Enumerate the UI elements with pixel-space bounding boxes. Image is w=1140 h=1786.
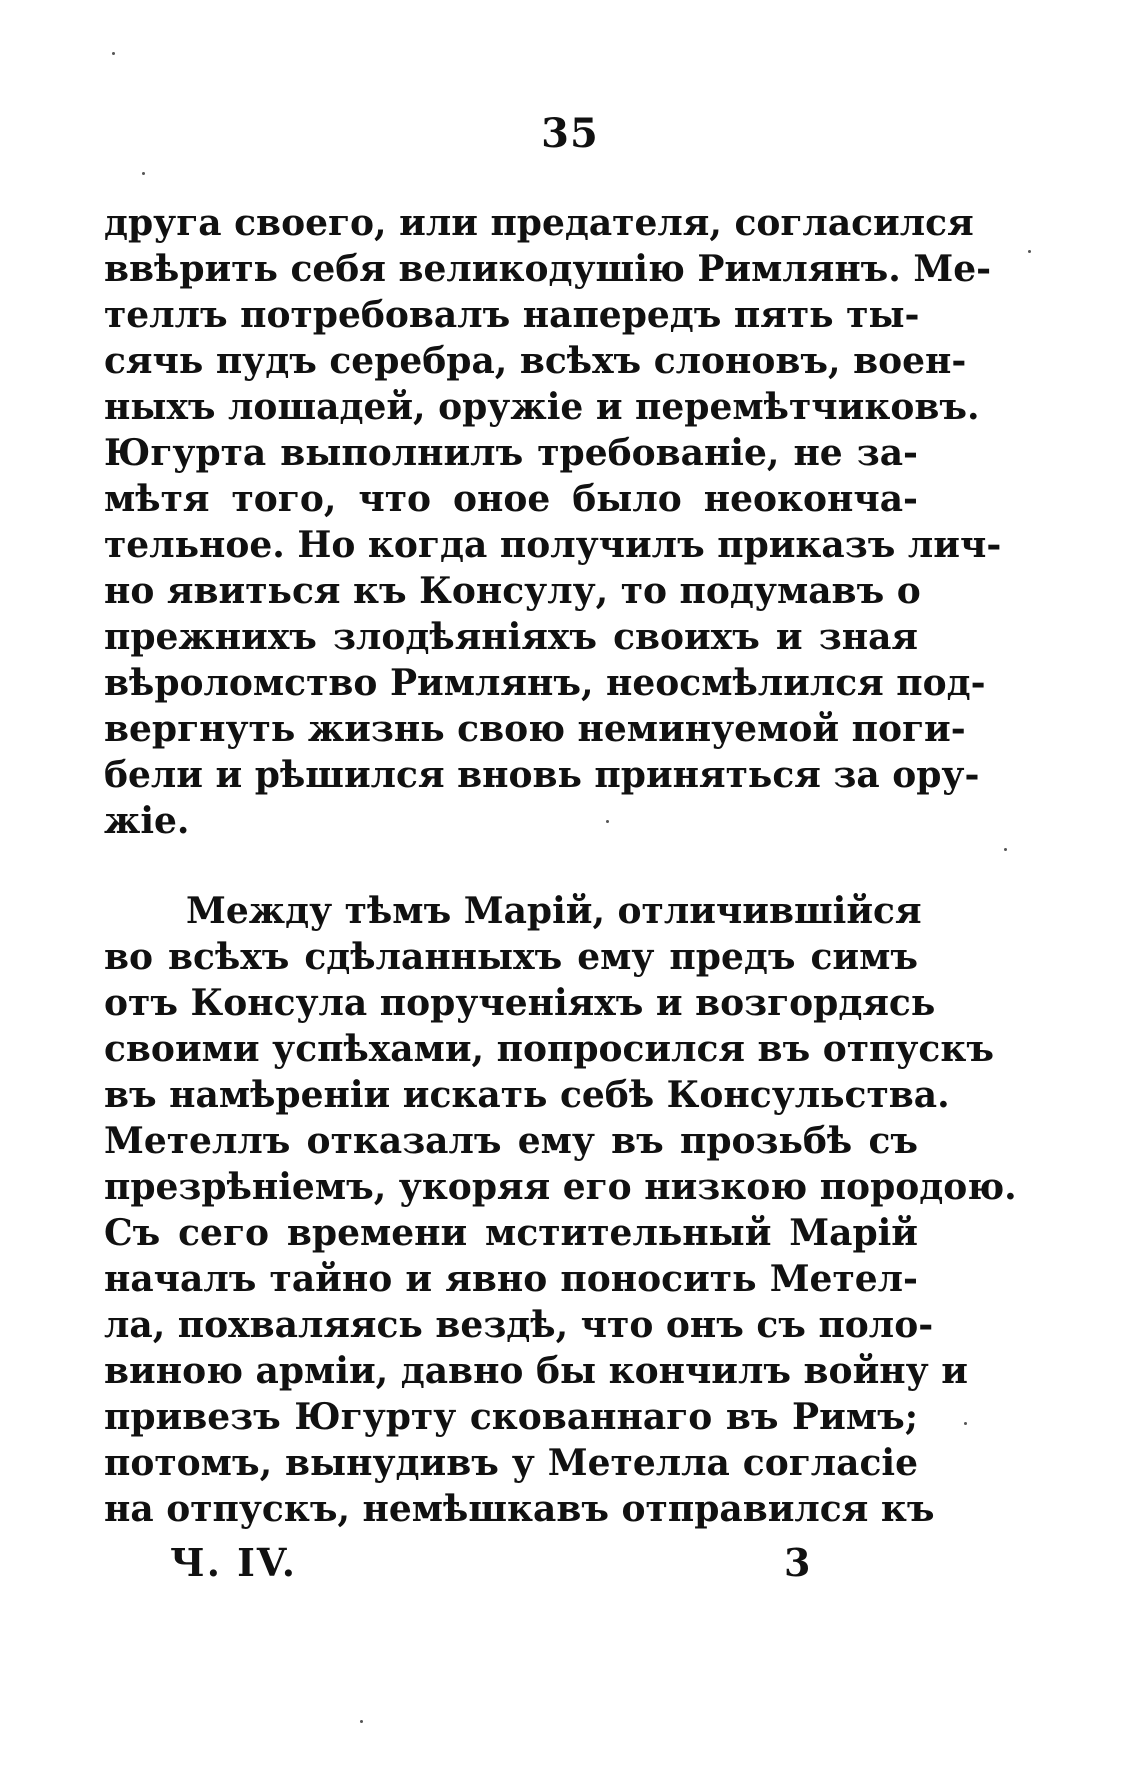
signature-mark: Ч. IV.	[170, 1540, 298, 1585]
text-line: отъ Консула порученіяхъ и возгордясь	[104, 982, 936, 1024]
text-line: ныхъ лошадей, оружіе и перемѣтчиковъ.	[104, 386, 980, 428]
text-line: своими успѣхами, попросился въ отпускъ	[104, 1028, 994, 1070]
text-line: Между тѣмъ Марій, отличившійся	[186, 890, 922, 932]
text-line: сячь пудъ серебра, всѣхъ слоновъ, воен-	[104, 340, 967, 382]
text-line: вѣроломство Римлянъ, неосмѣлился под-	[104, 662, 986, 704]
text-line: тельное. Но когда получилъ приказъ лич-	[104, 524, 1002, 566]
text-line: но явиться къ Консулу, то подумавъ о	[104, 570, 921, 612]
text-line: Метеллъ отказалъ ему въ прозьбѣ съ	[104, 1120, 918, 1162]
page-number: 35	[541, 110, 599, 157]
text-line: ла, похваляясь вездѣ, что онъ съ поло-	[104, 1304, 934, 1346]
text-line: вергнуть жизнь свою неминуемой поги-	[104, 708, 966, 750]
text-line: потомъ, вынудивъ у Метелла согласіе	[104, 1442, 918, 1484]
text-line: во всѣхъ сдѣланныхъ ему предъ симъ	[104, 936, 918, 978]
scan-speck	[112, 52, 115, 55]
text-line: бели и рѣшился вновь приняться за ору-	[104, 754, 980, 796]
scan-speck	[606, 820, 609, 823]
text-line: жіе.	[104, 800, 190, 842]
signature-number: 3	[784, 1540, 811, 1585]
text-line: мѣтя того, что оное было неоконча-	[104, 478, 918, 520]
text-line: ввѣрить себя великодушію Римлянъ. Ме-	[104, 248, 992, 290]
text-line: въ намѣреніи искать себѣ Консульства.	[104, 1074, 950, 1116]
text-line: прежнихъ злодѣяніяхъ своихъ и зная	[104, 616, 918, 658]
text-line: виною арміи, давно бы кончилъ войну и	[104, 1350, 968, 1392]
scan-speck	[964, 1422, 967, 1425]
text-line: друга своего, или предателя, согласился	[104, 202, 974, 244]
text-line: Югурта выполнилъ требованіе, не за-	[104, 432, 918, 474]
text-line: теллъ потребовалъ напередъ пять ты-	[104, 294, 920, 336]
scan-speck	[1004, 848, 1007, 851]
paragraph-1	[104, 200, 1002, 844]
scan-speck	[1028, 250, 1031, 253]
text-line: Съ сего времени мстительный Марій	[104, 1212, 918, 1254]
text-line: привезъ Югурту скованнаго въ Римъ;	[104, 1396, 918, 1438]
text-line: презрѣніемъ, укоряя его низкою породою.	[104, 1166, 1017, 1208]
text-line: на отпускъ, немѣшкавъ отправился къ	[104, 1488, 935, 1530]
paragraph-2	[104, 888, 1017, 1532]
text-line: началъ тайно и явно поносить Метел-	[104, 1258, 918, 1300]
scan-speck	[142, 172, 145, 175]
scan-speck	[360, 1720, 363, 1723]
